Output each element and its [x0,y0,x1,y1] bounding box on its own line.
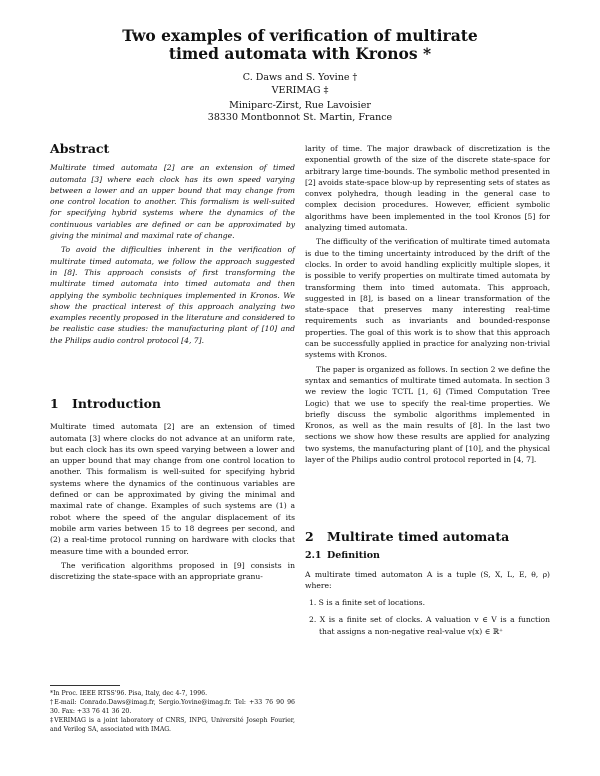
footnote-3: ‡VERIMAG is a joint laboratory of CNRS, INPG, Université Joseph Fourier, and Verilog SA, associated with IMAG. [50,717,295,733]
paper-title-line-1: Two examples of verification of multirate [122,26,478,45]
section-2-number: 2 [305,529,314,544]
definition-item-1: 1. S is a finite set of locations. [309,598,425,608]
abstract-paragraph-1: Multirate timed automata [2] are an extension of timed automata [3] where each clock has its own speed varying between a lower and an upper bound that may change from one control location to another. This formalism is well-suited for specifying hybrid systems where the dynamics of the continuous variables are defined or can be approximated by giving the minimal and maximal rate of change. [50,163,295,241]
abstract-paragraph-2: To avoid the difficulties inherent in the verification of multirate timed automata, we follow the approach suggested in [8]. This approach consists of first transforming the multirate timed automata into timed automata and then applying the symbolic techniques implemented in Kronos. We show the practical interest of this approach analyzing two examples recently proposed in the literature and considered to be realistic case studies: the manufacturing plant of [10] and the Philips audio control protocol [4, 7]. [50,245,295,345]
footnotes [50,685,295,734]
right-paragraph-2: The difficulty of the verification of multirate timed automata is due to the timing uncertainty introduced by the drift of the clocks. In order to avoid handling explicitly multiple slopes, it is possible to verify properties on multirate timed automata by transforming them into timed automata. This approach, suggested in [8], is based on a linear transformation of the state-space that preserves many interesting real-time requirements such as invariants and bounded-response properties. The goal of this work is to show that this approach can be successfully applied in practice for analyzing non-trivial systems with Kronos. [305,237,550,360]
right-paragraph-1: larity of time. The major drawback of discretization is the exponential growth of the size of the discrete state-space for arbitrary large time-bounds. The symbolic method presented in [2] avoids state-space blow-up by representing sets of states as convex polyhedra, though leading in the general case to complex decision procedures. However, efficient symbolic algorithms have been implemented in the tool Kronos [5] for analyzing timed automata. [305,144,550,233]
subsection-2-1-title: Definition [327,550,380,562]
intro-section [50,398,295,582]
address-line-1: Miniparc-Zirst, Rue Lavoisier [229,100,371,111]
left-column [50,143,295,346]
abstract-heading: Abstract [50,141,110,156]
paper-title-line-2: timed automata with Kronos * [168,44,432,63]
section-2-heading [305,531,550,542]
subsection-2-1-number: 2.1 [305,550,322,562]
footnote-1: *In Proc. IEEE RTSS'96. Pisa, Italy, dec 4-7, 1996. [50,690,208,697]
definition-item-2: 2. X is a finite set of clocks. A valuation v ∈ V is a function that assigns a non-negative real-value v(x) ∈ ℝ⁺ [309,615,550,636]
section-2-title: Multirate timed automata [327,529,510,544]
footnote-rule [50,685,120,686]
intro-paragraph-2: The verification algorithms proposed in [9] consists in discretizing the state-space with an appropriate granu- [50,560,295,582]
authors: C. Daws and S. Yovine † [242,72,358,83]
intro-heading [50,398,295,409]
footnote-2: †E-mail: Conrado.Daws@imag.fr, Sergio.Yovine@imag.fr. Tel: +33 76 90 96 30. Fax: +33 76 41 36 20. [50,699,295,715]
intro-number: 1 [50,396,59,411]
definition-intro: A multirate timed automaton A is a tuple (S, X, L, E, θ, ρ) where: [305,569,550,590]
subsection-2-1-heading [305,550,550,561]
right-paragraph-3: The paper is organized as follows. In section 2 we define the syntax and semantics of multirate timed automata. In section 3 we review the logic TCTL [1, 6] (Timed Computation Tree Logic) that we use to specify the real-time properties. We briefly discuss the symbolic algorithms implemented in Kronos, as well as the main results of [8]. In the last two sections we show how these results are applied for analyzing two systems, the manufacturing plant of [10], and the physical layer of the Philips audio control protocol reported in [4, 7]. [305,364,550,465]
address-line-2: 38330 Montbonnot St. Martin, France [207,112,393,123]
section-2 [305,531,550,637]
intro-title: Introduction [72,396,162,411]
intro-paragraph-1: Multirate timed automata [2] are an extension of timed automata [3] where clocks do not advance at an uniform rate, but each clock has its own speed varying between a lower and an upper bound that may change from one control location to another. This formalism is well-suited for specifying hybrid systems where the dynamics of the continuous variables are defined or can be approximated by giving the minimal and maximal rate of change. Examples of such systems are (1) a robot where the speed of the angular displacement of its mobile arm varies between 15 to 18 degrees per second, and (2) a real-time protocol running on hardware with clocks that measure time with a bounded error. [50,422,295,556]
institution: VERIMAG ‡ [271,85,329,96]
right-column [305,143,550,465]
